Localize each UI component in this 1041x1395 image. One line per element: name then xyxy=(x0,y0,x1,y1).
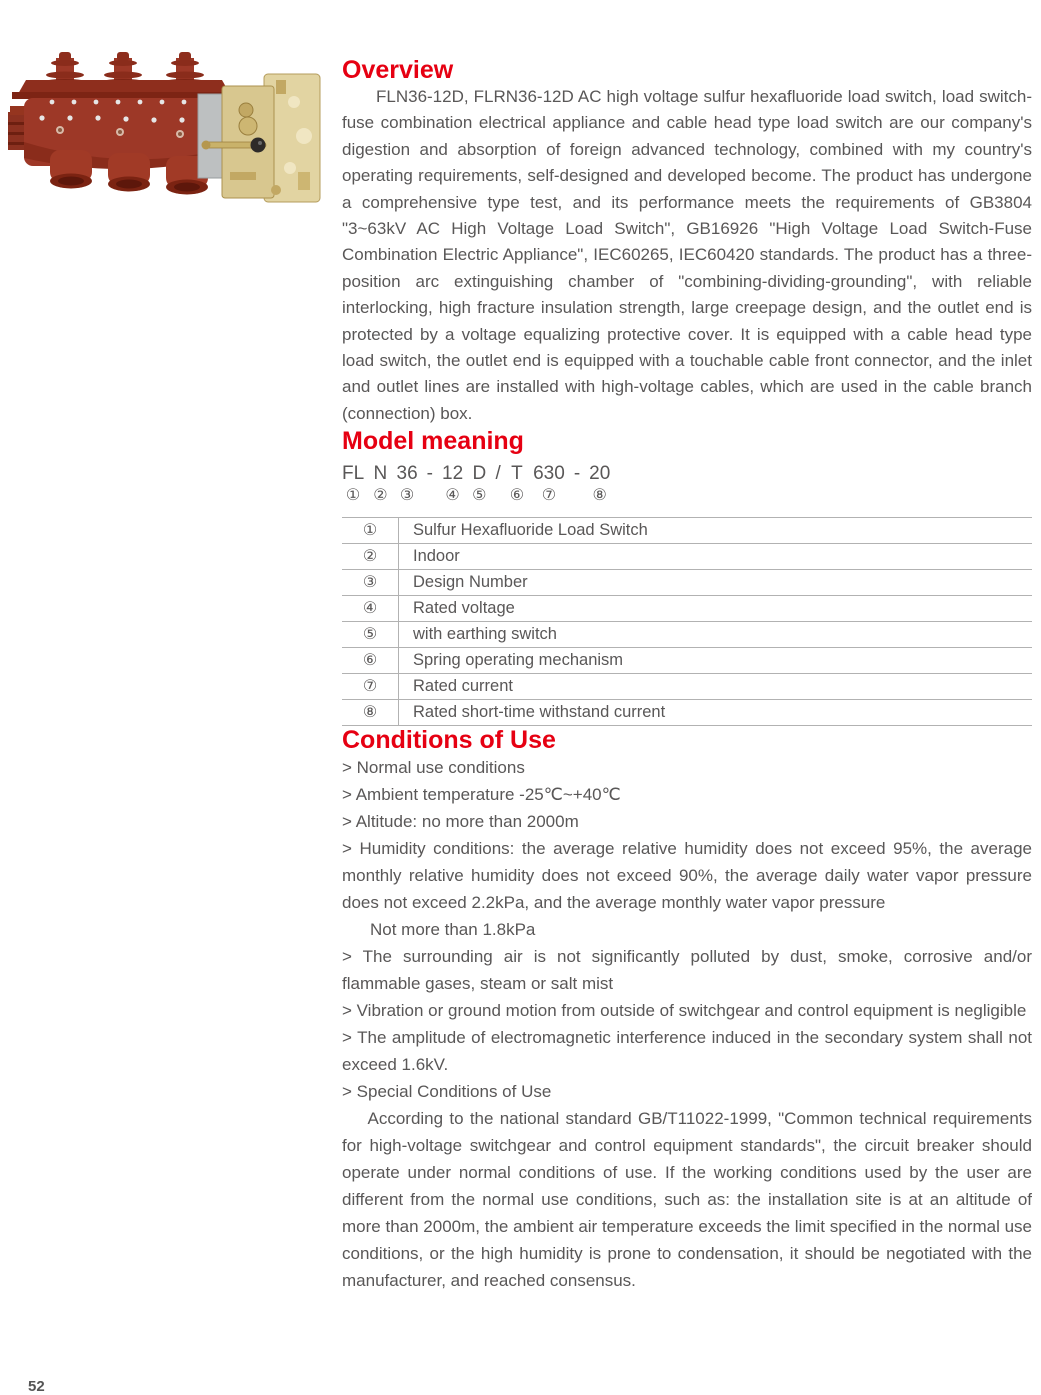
model-part-number: ① xyxy=(342,518,399,544)
model-code-index: ⑦ xyxy=(541,487,557,505)
overview-section xyxy=(342,56,1032,427)
table-row xyxy=(342,700,1032,726)
model-code-part: FL xyxy=(342,463,365,485)
model-meaning-heading: Model meaning xyxy=(342,427,524,456)
model-part-number: ④ xyxy=(342,596,399,622)
condition-item: Not more than 1.8kPa xyxy=(370,920,536,940)
model-code-segment xyxy=(510,463,524,505)
table-row xyxy=(342,544,1032,570)
model-code-index: ⑧ xyxy=(592,487,607,505)
table-row xyxy=(342,596,1032,622)
model-code-index: ⑥ xyxy=(509,487,525,505)
model-part-number: ② xyxy=(342,544,399,570)
model-code-part: T xyxy=(511,463,523,485)
model-code-part: N xyxy=(373,463,388,485)
model-code-segment xyxy=(589,463,610,505)
model-code-part: 36 xyxy=(396,463,418,485)
model-code-segment xyxy=(373,463,387,505)
model-code-part: 12 xyxy=(442,463,464,485)
model-code-segment xyxy=(495,463,500,487)
condition-item: > Humidity conditions: the average relative humidity does not exceed 95%, the average monthly relative humidity does not exceed 90%, the average daily water vapor pressure does not exceed 2.2kPa, and the average monthly water vapor pressure xyxy=(342,839,1032,913)
table-row xyxy=(342,518,1032,544)
model-part-meaning: with earthing switch xyxy=(399,622,1033,648)
condition-item: > Vibration or ground motion from outside of switchgear and control equipment is negligible xyxy=(342,1001,1027,1021)
conditions-list xyxy=(342,754,1032,1294)
model-code-index: ⑤ xyxy=(472,487,487,505)
model-part-meaning: Design Number xyxy=(399,570,1033,596)
overview-heading: Overview xyxy=(342,56,454,84)
model-code-index: ② xyxy=(373,487,388,505)
model-part-number: ③ xyxy=(342,570,399,596)
conditions-heading: Conditions of Use xyxy=(342,726,556,755)
model-part-number: ⑦ xyxy=(342,674,399,700)
model-code-part: / xyxy=(495,463,501,485)
model-code-part: - xyxy=(426,463,433,485)
table-row xyxy=(342,674,1032,700)
condition-item: > Altitude: no more than 2000m xyxy=(342,812,579,832)
table-row xyxy=(342,622,1032,648)
table-row xyxy=(342,570,1032,596)
condition-item: > The surrounding air is not significantly polluted by dust, smoke, corrosive and/or flammable gases, steam or salt mist xyxy=(342,947,1032,994)
table-row xyxy=(342,648,1032,674)
model-code-segment xyxy=(442,463,463,505)
conditions-section xyxy=(342,726,1032,1294)
model-code-segment xyxy=(533,463,565,505)
condition-item: According to the national standard GB/T11022-1999, "Common technical requirements for high-voltage switchgear and control equipment standards", the circuit breaker should operate under normal conditions of use. If the working conditions used by the user are different from the normal use conditions, such as: the installation site is at an altitude of more than 2000m, the ambient air temperature exceeds the limit specified in the normal use conditions, or the high humidity is prone to condensation, it should be negotiated with the manufacturer, and reached consensus. xyxy=(342,1109,1032,1291)
model-part-number: ⑧ xyxy=(342,700,399,726)
model-code-index: ① xyxy=(345,487,361,505)
model-code-segment xyxy=(397,463,418,505)
model-code-part: 20 xyxy=(589,463,611,485)
model-meaning-section xyxy=(342,427,1032,726)
model-code-segment xyxy=(427,463,433,487)
model-code-segment xyxy=(574,463,580,487)
product-photo xyxy=(8,52,324,214)
condition-item: > Special Conditions of Use xyxy=(342,1082,552,1102)
model-code-part: 630 xyxy=(533,463,565,485)
overview-paragraph: FLN36-12D, FLRN36-12D AC high voltage sulfur hexafluoride load switch, load switch-fuse combination electrical appliance and cable head type load switch are our company's digestion and absorption of foreign advanced technology, combined with my country's operating requirements, self-designed and developed become. The product has undergone a comprehensive type test, and its performance meets the requirements of GB3804 "3~63kV AC High Voltage Load Switch", GB16926 "High Voltage Load Switch-Fuse Combination Electric Appliance", IEC60265, IEC60420 standards. The product has a three-position arc extinguishing chamber of "combining-dividing-grounding", with reliable interlocking, high fracture insulation strength, large creepage design, and the outlet end is protected by a voltage equalizing protective cover. It is equipped with a cable head type load switch, the outlet end is equipped with a touchable cable front connector, and the inlet and outlet lines are installed with high-voltage cables, which are used in the cable branch (connection) box. xyxy=(342,87,1032,423)
condition-item: > Normal use conditions xyxy=(342,758,525,778)
load-switch-illustration xyxy=(8,52,324,214)
model-part-meaning: Spring operating mechanism xyxy=(399,648,1033,674)
model-part-meaning: Indoor xyxy=(399,544,1033,570)
model-part-meaning: Rated current xyxy=(399,674,1033,700)
content-column xyxy=(342,56,1032,1294)
model-code-segment xyxy=(342,463,364,505)
model-code-segment xyxy=(472,463,486,505)
model-part-meaning: Sulfur Hexafluoride Load Switch xyxy=(399,518,1033,544)
model-code-part: - xyxy=(573,463,581,485)
model-part-number: ⑤ xyxy=(342,622,399,648)
model-meaning-table xyxy=(342,517,1032,726)
condition-item: > Ambient temperature -25℃~+40℃ xyxy=(342,785,621,805)
model-code-part: D xyxy=(472,463,487,485)
model-code-index: ④ xyxy=(445,487,460,505)
model-part-number: ⑥ xyxy=(342,648,399,674)
model-part-meaning: Rated voltage xyxy=(399,596,1033,622)
page-number: 52 xyxy=(28,1378,45,1395)
model-part-meaning: Rated short-time withstand current xyxy=(399,700,1033,726)
model-code xyxy=(342,463,1032,505)
condition-item: > The amplitude of electromagnetic interference induced in the secondary system shall not exceed 1.6kV. xyxy=(342,1028,1032,1075)
model-code-index: ③ xyxy=(399,487,415,505)
